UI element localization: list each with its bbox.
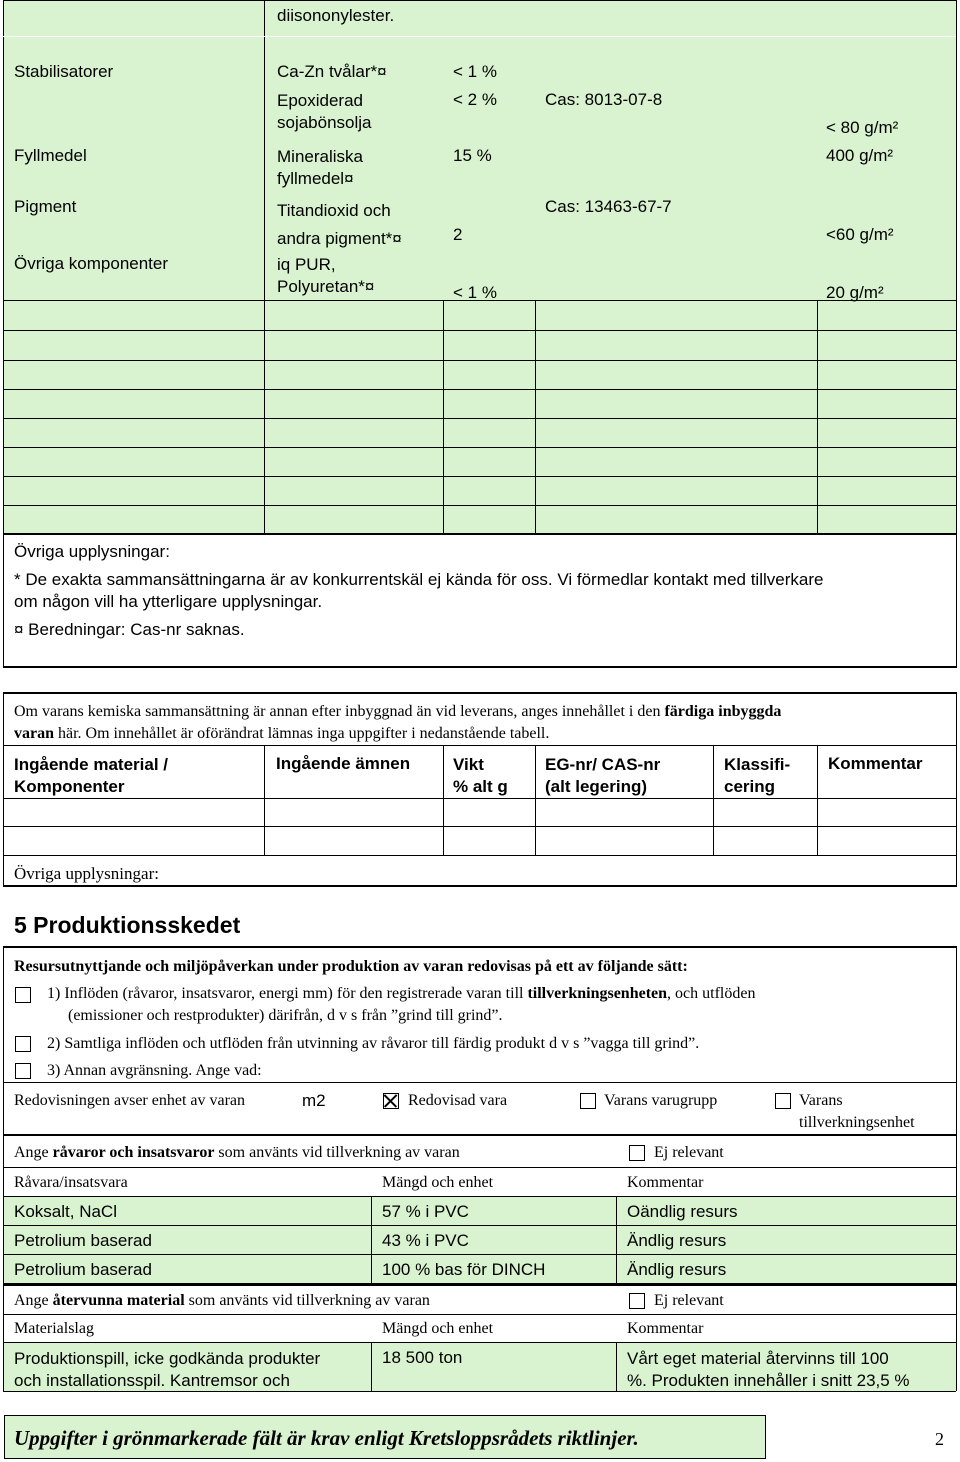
hdr-amnen: Ingående ämnen xyxy=(276,754,411,773)
option-2-checkbox[interactable] xyxy=(15,1036,31,1052)
raw-r2-c: Ändlig resurs xyxy=(627,1231,727,1250)
option-1-checkbox[interactable] xyxy=(15,987,31,1003)
section-title: 5 Produktionsskedet xyxy=(14,912,241,938)
page-number: 2 xyxy=(935,1429,944,1449)
raw-ej-relevant-checkbox[interactable] xyxy=(629,1145,645,1161)
built-intro-2: varan här. Om innehållet är oförändrat lämnas inga uppgifter i nedanstående tabell. xyxy=(14,725,550,742)
cat-ovriga: Övriga komponenter xyxy=(14,254,169,273)
rec-r1-b: 18 500 ton xyxy=(382,1348,463,1367)
cat-stabilisatorer: Stabilisatorer xyxy=(14,62,114,81)
rec-r1-c: Vårt eget material återvinns till 100 %. Produkten innehåller i snitt 23,5 % xyxy=(627,1349,910,1390)
hdr-material: Ingående material / Komponenter xyxy=(14,755,168,796)
choice-redovisad: Redovisad vara xyxy=(408,1092,508,1109)
rec-h2: Mängd och enhet xyxy=(382,1320,494,1337)
note-1b: om någon vill ha ytterligare upplysningar. xyxy=(14,592,323,611)
cat-pigment: Pigment xyxy=(14,197,77,216)
cat-fyllmedel: Fyllmedel xyxy=(14,146,87,165)
raw-title: Ange råvaror och insatsvaror som använts vid tillverkning av varan xyxy=(14,1144,460,1161)
rec-h1: Materialslag xyxy=(14,1320,94,1337)
cas-row2: Cas: 8013-07-8 xyxy=(545,90,663,109)
hdr-klass: Klassifi- cering xyxy=(724,755,791,796)
option-3-text: 3) Annan avgränsning. Ange vad: xyxy=(47,1062,262,1079)
rec-ej-relevant-checkbox[interactable] xyxy=(629,1293,645,1309)
hdr-cas: EG-nr/ CAS-nr (alt legering) xyxy=(545,755,661,796)
raw-ej-relevant: Ej relevant xyxy=(654,1144,724,1161)
sub-titandioxid: Titandioxid och andra pigment*¤ xyxy=(277,201,402,248)
rec-r1-a: Produktionspill, icke godkända produkter och installationsspil. Kantremsor och xyxy=(14,1349,321,1390)
option-1-line2: (emissioner och restprodukter) därifrån, d v s från ”grind till grind”. xyxy=(68,1007,503,1024)
pct-row4: 2 xyxy=(453,225,463,244)
raw-r3-a: Petrolium baserad xyxy=(14,1260,152,1279)
choice-tillverkningsenhet-a: Varans xyxy=(799,1092,843,1109)
s5-intro: Resursutnyttjande och miljöpåverkan under produktion av varan redovisas på ett av följande sätt: xyxy=(14,958,688,975)
tillverkningsenhet-checkbox[interactable] xyxy=(775,1093,791,1109)
rec-title: Ange återvunna material som använts vid tillverkning av varan xyxy=(14,1292,430,1309)
cas-row4: Cas: 13463-67-7 xyxy=(545,197,672,216)
option-3-checkbox[interactable] xyxy=(15,1063,31,1079)
raw-r2-a: Petrolium baserad xyxy=(14,1231,152,1250)
cont-text: diisononylester. xyxy=(277,6,395,25)
footer-text: Uppgifter i grönmarkerade fält är krav enligt Kretsloppsrådets riktlinjer. xyxy=(14,1426,639,1450)
sub-epoxiderad: Epoxiderad sojabönsolja xyxy=(277,91,372,132)
redovisad-vara-checkbox[interactable] xyxy=(383,1093,399,1109)
sub-ca-zn: Ca-Zn tvålar*¤ xyxy=(277,62,387,81)
raw-r2-b: 43 % i PVC xyxy=(382,1231,469,1250)
pct-row3: 15 % xyxy=(453,146,492,165)
raw-h2: Mängd och enhet xyxy=(382,1174,494,1191)
notes-label: Övriga upplysningar: xyxy=(14,542,170,561)
raw-r3-b: 100 % bas för DINCH xyxy=(382,1260,546,1279)
amount-row5: 20 g/m² xyxy=(826,283,884,302)
raw-h1: Råvara/insatsvara xyxy=(14,1174,128,1191)
unit-label: Redovisningen avser enhet av varan xyxy=(14,1092,246,1109)
choice-varugrupp: Varans varugrupp xyxy=(604,1092,718,1109)
unit-value[interactable]: m2 xyxy=(302,1091,326,1110)
option-1-text: 1) Inflöden (råvaror, insatsvaror, energi mm) för den registrerade varan till tillverkningsenheten, och utflöden xyxy=(47,985,756,1002)
pct-row1: < 1 % xyxy=(453,62,497,81)
raw-r1-c: Oändlig resurs xyxy=(627,1202,738,1221)
amount-row4: <60 g/m² xyxy=(826,225,894,244)
amount-row2: < 80 g/m² xyxy=(826,118,899,137)
built-intro-1: Om varans kemiska sammansättning är annan efter inbyggnad än vid leverans, anges innehållet i den färdiga inbyggda xyxy=(14,703,782,720)
option-2-text: 2) Samtliga inflöden och utflöden från utvinning av råvaror till färdig produkt d v s ”vagga till grind”. xyxy=(47,1035,700,1052)
raw-r3-c: Ändlig resurs xyxy=(627,1260,727,1279)
note-1: * De exakta sammansättningarna är av konkurrentskäl ej kända för oss. Vi förmedlar kontakt med tillverkare xyxy=(14,570,824,589)
sub-mineraliska: Mineraliska fyllmedel¤ xyxy=(277,147,363,188)
amount-row3: 400 g/m² xyxy=(826,146,894,165)
rec-h3: Kommentar xyxy=(627,1320,704,1337)
raw-r1-a: Koksalt, NaCl xyxy=(14,1202,117,1221)
built-other-label: Övriga upplysningar: xyxy=(14,864,159,883)
varugrupp-checkbox[interactable] xyxy=(580,1093,596,1109)
hdr-kommentar: Kommentar xyxy=(828,754,923,773)
pct-row2: < 2 % xyxy=(453,90,497,109)
note-2: ¤ Beredningar: Cas-nr saknas. xyxy=(14,620,245,639)
pct-row5: < 1 % xyxy=(453,283,497,302)
hdr-vikt: Vikt % alt g xyxy=(453,755,508,796)
choice-tillverkningsenhet-b: tillverkningsenhet xyxy=(799,1114,915,1131)
raw-r1-b: 57 % i PVC xyxy=(382,1202,469,1221)
sub-iq-pur: iq PUR, Polyuretan*¤ xyxy=(277,255,375,296)
raw-h3: Kommentar xyxy=(627,1174,704,1191)
rec-ej-relevant: Ej relevant xyxy=(654,1292,724,1309)
